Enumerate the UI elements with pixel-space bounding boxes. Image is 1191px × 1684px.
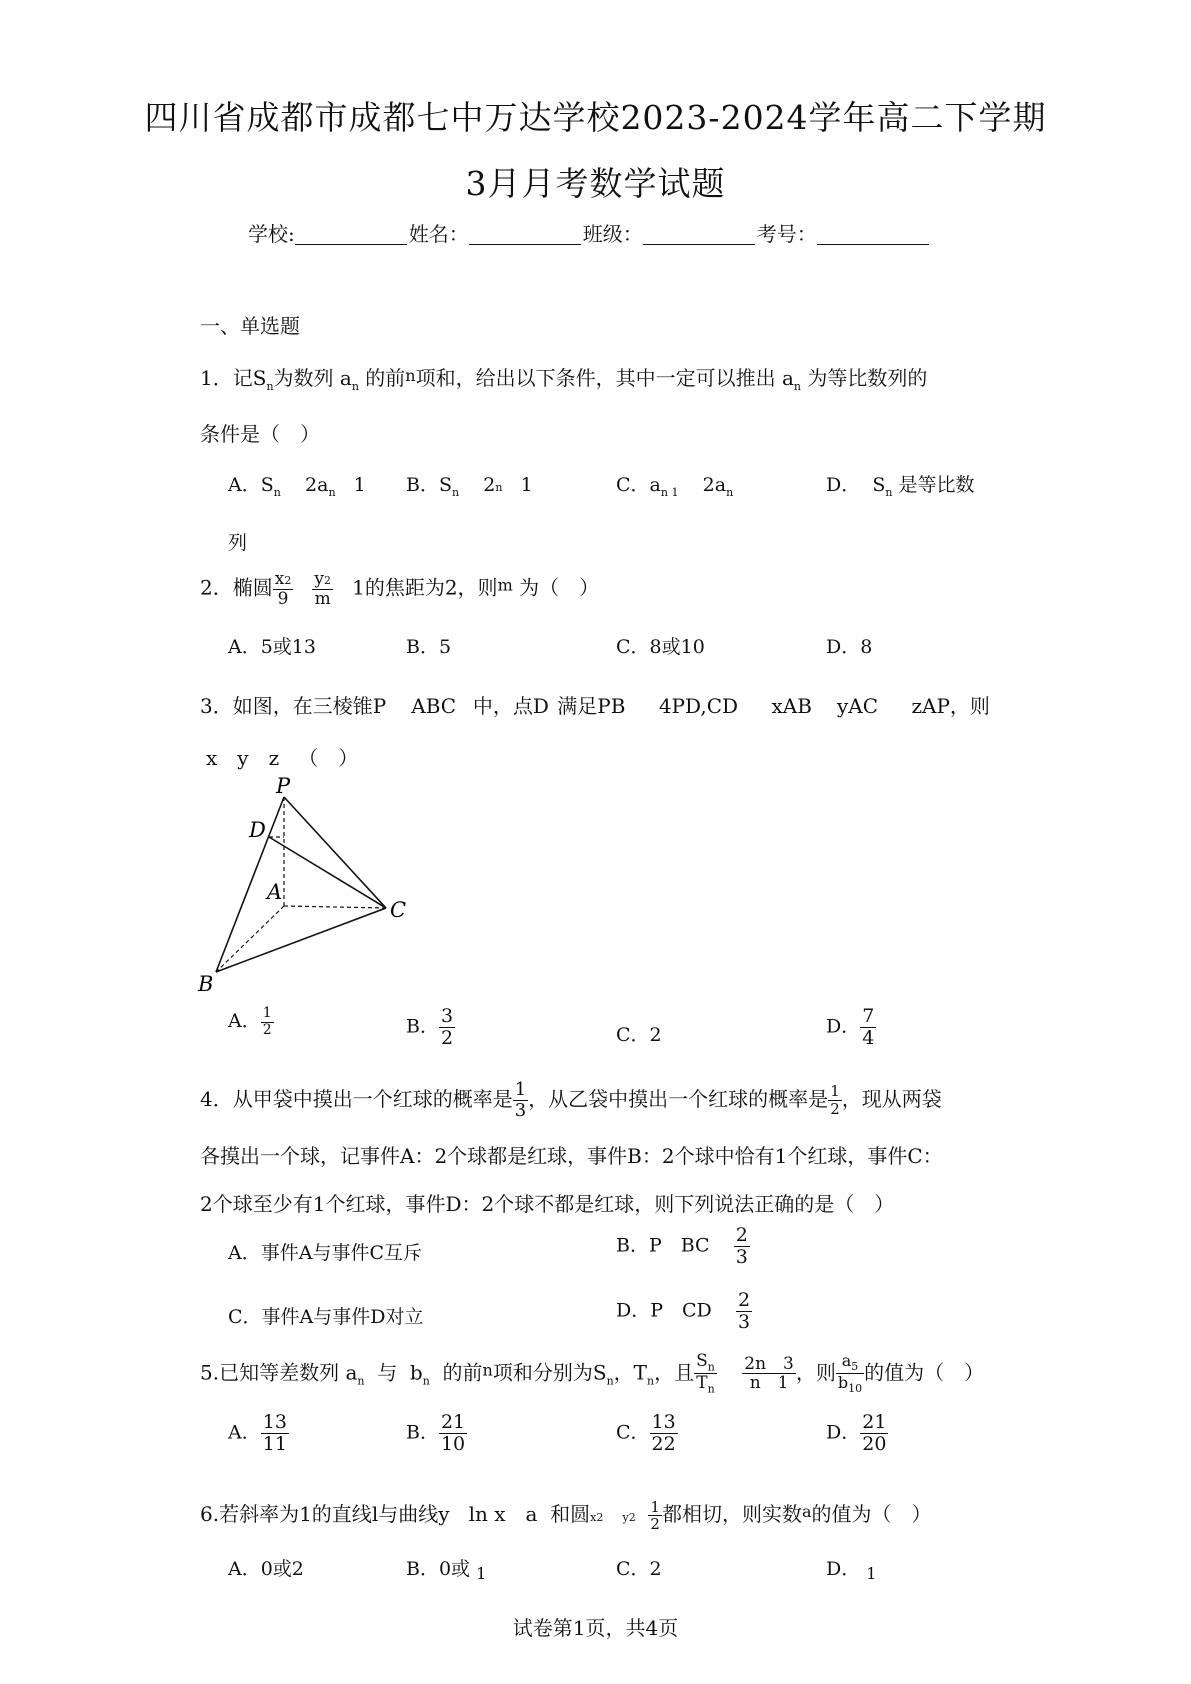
q5-option-d[interactable]: D． $\frac{21}{20}$: [826, 1411, 887, 1455]
edge-ab: [216, 906, 284, 972]
q4-option-c[interactable]: C．事件A与事件D对立: [228, 1306, 424, 1328]
q2-frac-y: $\frac{y2}{m}$: [314, 569, 332, 609]
tetrahedron-figure: [190, 775, 430, 1000]
q2-stem: 2．椭圆 $\frac{x2}{9}$ $\frac{y2}{m}$ 1的焦距为2，则$^m$ 为（ ）: [200, 569, 600, 609]
edge-pc: [284, 797, 386, 908]
q6-option-a[interactable]: A．0或2: [228, 1558, 304, 1580]
class-label: 班级：: [582, 222, 643, 246]
q6-option-c[interactable]: C．2: [616, 1558, 662, 1580]
q1-option-c[interactable]: C．$a_{n 1}$ $2a_n$: [616, 474, 734, 499]
exam-title-line1: 四川省成都市成都七中万达学校2023-2024学年高二下学期: [144, 98, 1047, 137]
edge-ac: [284, 906, 386, 908]
q3-stem-line2: x y z （ ）: [206, 746, 359, 770]
label-c: C: [390, 898, 407, 922]
q2-frac-x: $\frac{x2}{9}$: [274, 569, 292, 609]
name-label: 姓名：: [408, 222, 469, 246]
id-blank[interactable]: [817, 224, 929, 245]
exam-title-line2: 3月月考数学试题: [465, 164, 726, 203]
q3-option-a[interactable]: A． $\frac{1}{2}$: [228, 1005, 272, 1038]
class-blank[interactable]: [643, 224, 755, 245]
edge-bc: [216, 908, 386, 972]
page-footer: 试卷第1页，共4页: [512, 1616, 679, 1640]
student-info-row: [248, 218, 931, 247]
q6-option-b[interactable]: B．0或 $_1$: [406, 1558, 487, 1583]
school-blank[interactable]: [295, 224, 407, 245]
q1-option-d-wrap: 列: [228, 532, 248, 554]
q2-option-a[interactable]: A．5或13: [228, 636, 316, 658]
q1-option-b[interactable]: B．$S_n$ 2n 1: [406, 474, 533, 499]
label-d: D: [249, 818, 266, 842]
q3-option-d[interactable]: D． $\frac{7}{4}$: [826, 1005, 875, 1049]
label-p: P: [276, 775, 291, 798]
q3-option-b[interactable]: B． $\frac{3}{2}$: [406, 1005, 454, 1049]
q1-option-d[interactable]: D． $S_n$ 是等比数: [826, 474, 975, 499]
q4-stem-line2: 各摸出一个球，记事件A：2个球都是红球，事件B：2个球中恰有1个红球，事件C：: [200, 1144, 943, 1168]
q2-option-c[interactable]: C．8或10: [616, 636, 705, 658]
q4-option-a[interactable]: A．事件A与事件C互斥: [228, 1242, 422, 1264]
q1-stem-line2: 条件是（ ）: [200, 422, 320, 446]
q5-stem: 5.已知等差数列 $a_n$ 与 $b_n$ 的前$^n$项和分别为$S_n$，$T_n$，且 $\frac{S_n}{T_n}$ $\frac{2n 3}{n 1}$ ，则 $\frac{a_5}{b_{10}}$ 的值为（ ）: [200, 1351, 985, 1396]
name-blank[interactable]: [469, 224, 581, 245]
q1-option-a[interactable]: A．$S_n$ $2a_n$ 1: [228, 474, 366, 499]
q2-option-b[interactable]: B．5: [406, 636, 452, 658]
q3-stem-line1: 3．如图，在三棱锥P ABC 中，点D 满足PB 4PD,CD xAB yAC zAP，则: [200, 694, 990, 718]
q5-option-b[interactable]: B． $\frac{21}{10}$: [406, 1411, 466, 1455]
q1-stem-line1: 1．记$S_n$为数列 $a_n$ 的前$^n$项和，给出以下条件，其中一定可以推出 $a_n$ 为等比数列的: [200, 366, 928, 393]
q4-option-b[interactable]: B．P BC $\frac{2}{3}$: [616, 1224, 748, 1268]
q4-stem-line1: 4．从甲袋中摸出一个红球的概率是 $\frac{1}{3}$ ，从乙袋中摸出一个红球的概率是 $\frac{1}{2}$ ，现从两袋: [200, 1079, 942, 1121]
q4-option-d[interactable]: D．P CD $\frac{2}{3}$: [616, 1289, 751, 1333]
q2-option-d[interactable]: D．8: [826, 636, 873, 658]
segment-dc: [269, 837, 386, 908]
school-label: 学校:: [248, 222, 295, 246]
q5-option-a[interactable]: A． $\frac{13}{11}$: [228, 1411, 287, 1455]
q3-option-c[interactable]: C．2: [616, 1024, 662, 1046]
label-b: B: [198, 972, 214, 996]
q6-stem: 6.若斜率为1的直线l与曲线y ln x a 和圆x2 y2 $\frac{1}{2}$ 都相切，则实数$^a$的值为（ ）: [200, 1497, 932, 1533]
q5-option-c[interactable]: C． $\frac{13}{22}$: [616, 1411, 676, 1455]
q4-stem-line3: 2个球至少有1个红球，事件D：2个球不都是红球，则下列说法正确的是（ ）: [200, 1192, 895, 1216]
label-a: A: [267, 880, 283, 904]
section-heading: 一、单选题: [200, 314, 300, 338]
id-label: 考号：: [756, 222, 817, 246]
q6-option-d[interactable]: D． $_1$: [826, 1558, 877, 1583]
